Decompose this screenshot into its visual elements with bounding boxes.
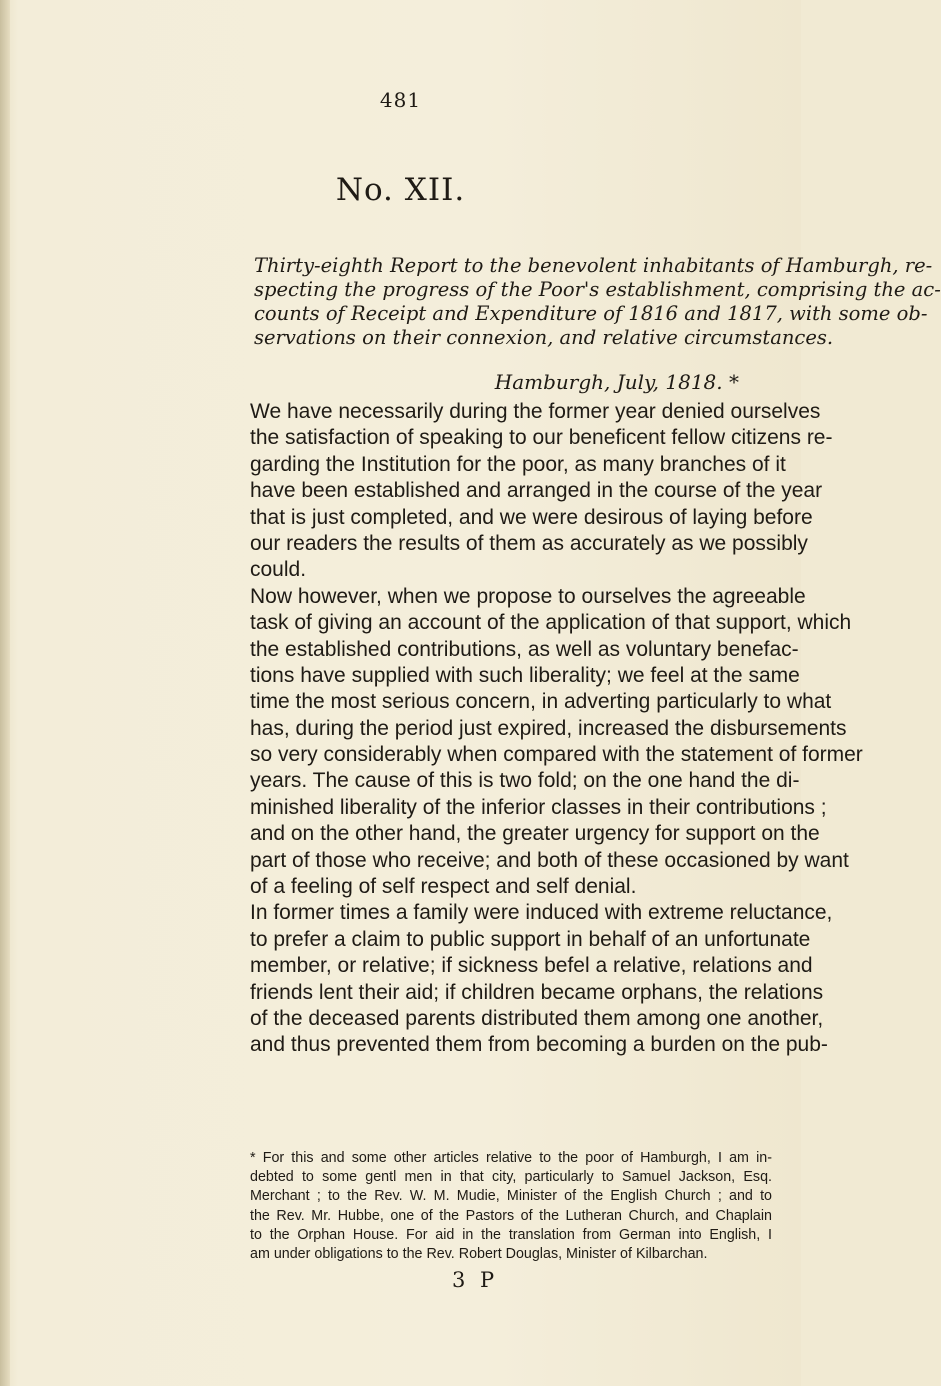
footnote (250, 1149, 772, 1264)
body-line: the satisfaction of speaking to our beneficent fellow citizens re- (250, 426, 833, 450)
body-line: Now however, when we propose to ourselves the agreeable (250, 584, 806, 608)
body-line: member, or relative; if sickness befel a relative, relations and (250, 954, 813, 978)
body-line: and thus prevented them from becoming a burden on the pub- (250, 1033, 828, 1057)
body-line: our readers the results of them as accurately as we possibly (250, 531, 808, 555)
body-line: minished liberality of the inferior classes in their contributions ; (250, 795, 827, 819)
body-line: to prefer a claim to public support in behalf of an unfortunate (250, 927, 811, 951)
footnote-line: * For this and some other articles relative to the poor of Hamburgh, I am in- (250, 1150, 772, 1166)
dateline: Hamburgh, July, 1818. * (494, 370, 739, 394)
body-line: the established contributions, as well as voluntary benefac- (250, 637, 799, 661)
body-line: part of those who receive; and both of these occasioned by want (250, 848, 849, 872)
footnote-line: debted to some gentl men in that city, particularly to Samuel Jackson, Esq. (250, 1169, 772, 1186)
body-line: have been established and arranged in the course of the year (250, 479, 823, 503)
body-line: so very considerably when compared with the statement of former (250, 743, 863, 767)
footnote-line: am under obligations to the Rev. Robert Douglas, Minister of Kilbarchan. (250, 1245, 708, 1262)
footnote-line: to the Orphan House. For aid in the translation from German into English, I (250, 1226, 772, 1243)
page-number: 481 (379, 88, 422, 112)
report-title (254, 254, 941, 350)
body-text (250, 399, 863, 1059)
title-line: servations on their connexion, and relative circumstances. (254, 326, 834, 349)
body-line: We have necessarily during the former year denied ourselves (250, 400, 821, 423)
signature-mark: 3 P (452, 1268, 499, 1292)
footnote-line: Merchant ; to the Rev. W. M. Mudie, Minister of the English Church ; and to (250, 1188, 772, 1205)
body-line: of a feeling of self respect and self denial. (250, 875, 637, 899)
title-line: counts of Receipt and Expenditure of 1816 and 1817, with some ob- (254, 302, 928, 325)
body-line: of the deceased parents distributed them among one another, (250, 1006, 824, 1030)
body-line: task of giving an account of the application of that support, which (250, 611, 852, 635)
body-line: and on the other hand, the greater urgency for support on the (250, 822, 820, 846)
body-line: In former times a family were induced with extreme reluctance, (250, 901, 833, 925)
body-line: that is just completed, and we were desirous of laying before (250, 505, 813, 529)
body-line: garding the Institution for the poor, as many branches of it (250, 452, 786, 476)
report-number-heading: No. XII. (335, 172, 466, 208)
body-line: has, during the period just expired, increased the disbursements (250, 716, 847, 740)
body-line: years. The cause of this is two fold; on the one hand the di- (250, 769, 800, 793)
body-line: friends lent their aid; if children became orphans, the relations (250, 980, 824, 1004)
body-line: could. (250, 558, 307, 582)
body-line: time the most serious concern, in adverting particularly to what (250, 690, 832, 714)
title-line: Thirty-eighth Report to the benevolent inhabitants of Hamburgh, re- (254, 254, 933, 277)
title-line: specting the progress of the Poor's establishment, comprising the ac- (254, 278, 941, 301)
body-line: tions have supplied with such liberality; we feel at the same (250, 663, 800, 687)
footnote-line: the Rev. Mr. Hubbe, one of the Pastors of the Lutheran Church, and Chaplain (250, 1207, 772, 1224)
